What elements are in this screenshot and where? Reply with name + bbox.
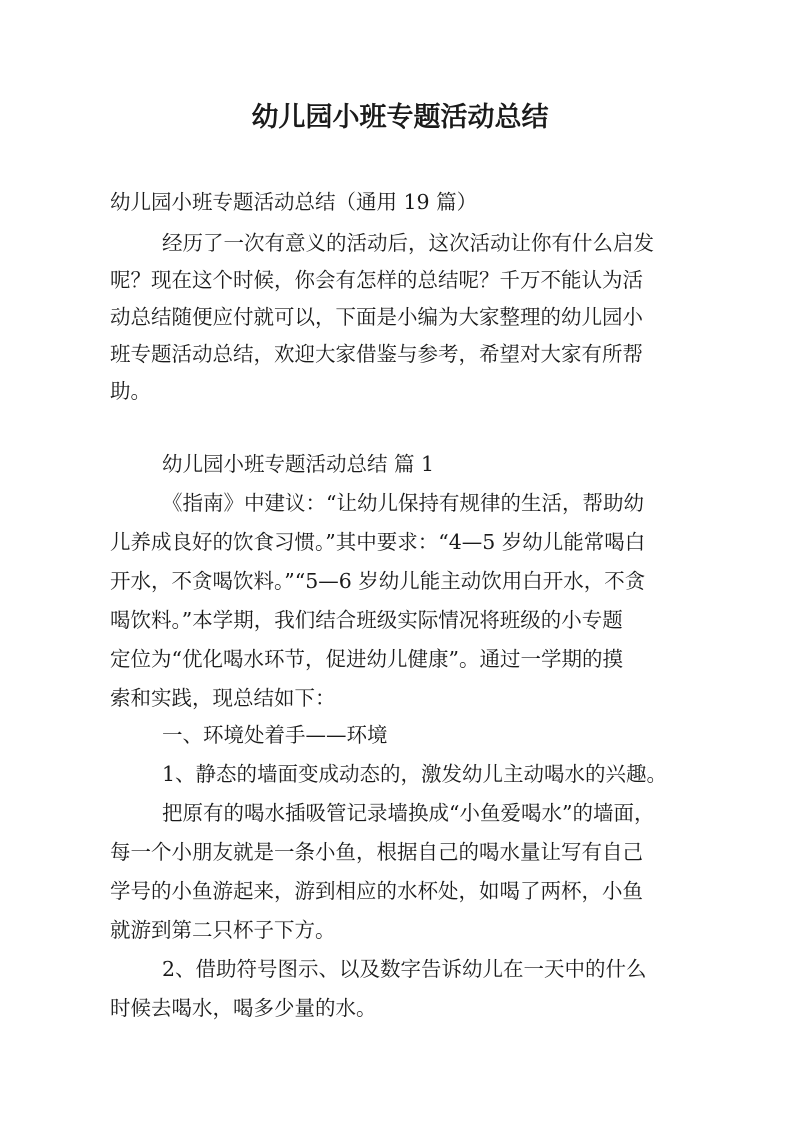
intro-line: 动总结随便应付就可以，下面是小编为大家整理的幼儿园小 bbox=[110, 305, 643, 329]
body-line: 儿养成良好的饮食习惯。”其中要求：“4—5 岁幼儿能常喝白 bbox=[110, 530, 646, 554]
body-line: 喝饮料。”本学期，我们结合班级实际情况将班级的小专题 bbox=[110, 608, 623, 632]
intro-line: 经历了一次有意义的活动后，这次活动让你有什么启发 bbox=[162, 231, 654, 255]
body-line: 时候去喝水，喝多少量的水。 bbox=[110, 996, 377, 1020]
body-line: 每一个小朋友就是一条小鱼，根据自己的喝水量让写有自己 bbox=[110, 840, 643, 864]
subsection-heading: 一、环境处着手——环境 bbox=[162, 723, 388, 747]
body-line: 开水，不贪喝饮料。”“5—6 岁幼儿能主动饮用白开水，不贪 bbox=[110, 569, 646, 593]
body-line: 1、静态的墙面变成动态的，激发幼儿主动喝水的兴趣。 bbox=[162, 762, 668, 786]
subtitle-line: 幼儿园小班专题活动总结（通用 19 篇） bbox=[110, 190, 478, 214]
body-line: 学号的小鱼游起来，游到相应的水杯处，如喝了两杯，小鱼 bbox=[110, 879, 643, 903]
body-line: 就游到第二只杯子下方。 bbox=[110, 918, 336, 942]
body-line: 《指南》中建议：“让幼儿保持有规律的生活，帮助幼 bbox=[162, 491, 644, 515]
intro-line: 班专题活动总结，欢迎大家借鉴与参考，希望对大家有所帮 bbox=[110, 342, 643, 366]
intro-line: 呢？现在这个时候，你会有怎样的总结呢？千万不能认为活 bbox=[110, 268, 643, 292]
body-line: 定位为“优化喝水环节，促进幼儿健康”。通过一学期的摸 bbox=[110, 647, 623, 671]
section-heading: 幼儿园小班专题活动总结 篇 1 bbox=[162, 452, 435, 476]
intro-line: 助。 bbox=[110, 379, 151, 403]
body-line: 把原有的喝水插吸管记录墙换成“小鱼爱喝水”的墙面， bbox=[162, 801, 655, 825]
document-title: 幼儿园小班专题活动总结 bbox=[251, 102, 549, 133]
body-line: 索和实践，现总结如下： bbox=[110, 686, 336, 710]
body-line: 2、借助符号图示、以及数字告诉幼儿在一天中的什么 bbox=[162, 957, 647, 981]
